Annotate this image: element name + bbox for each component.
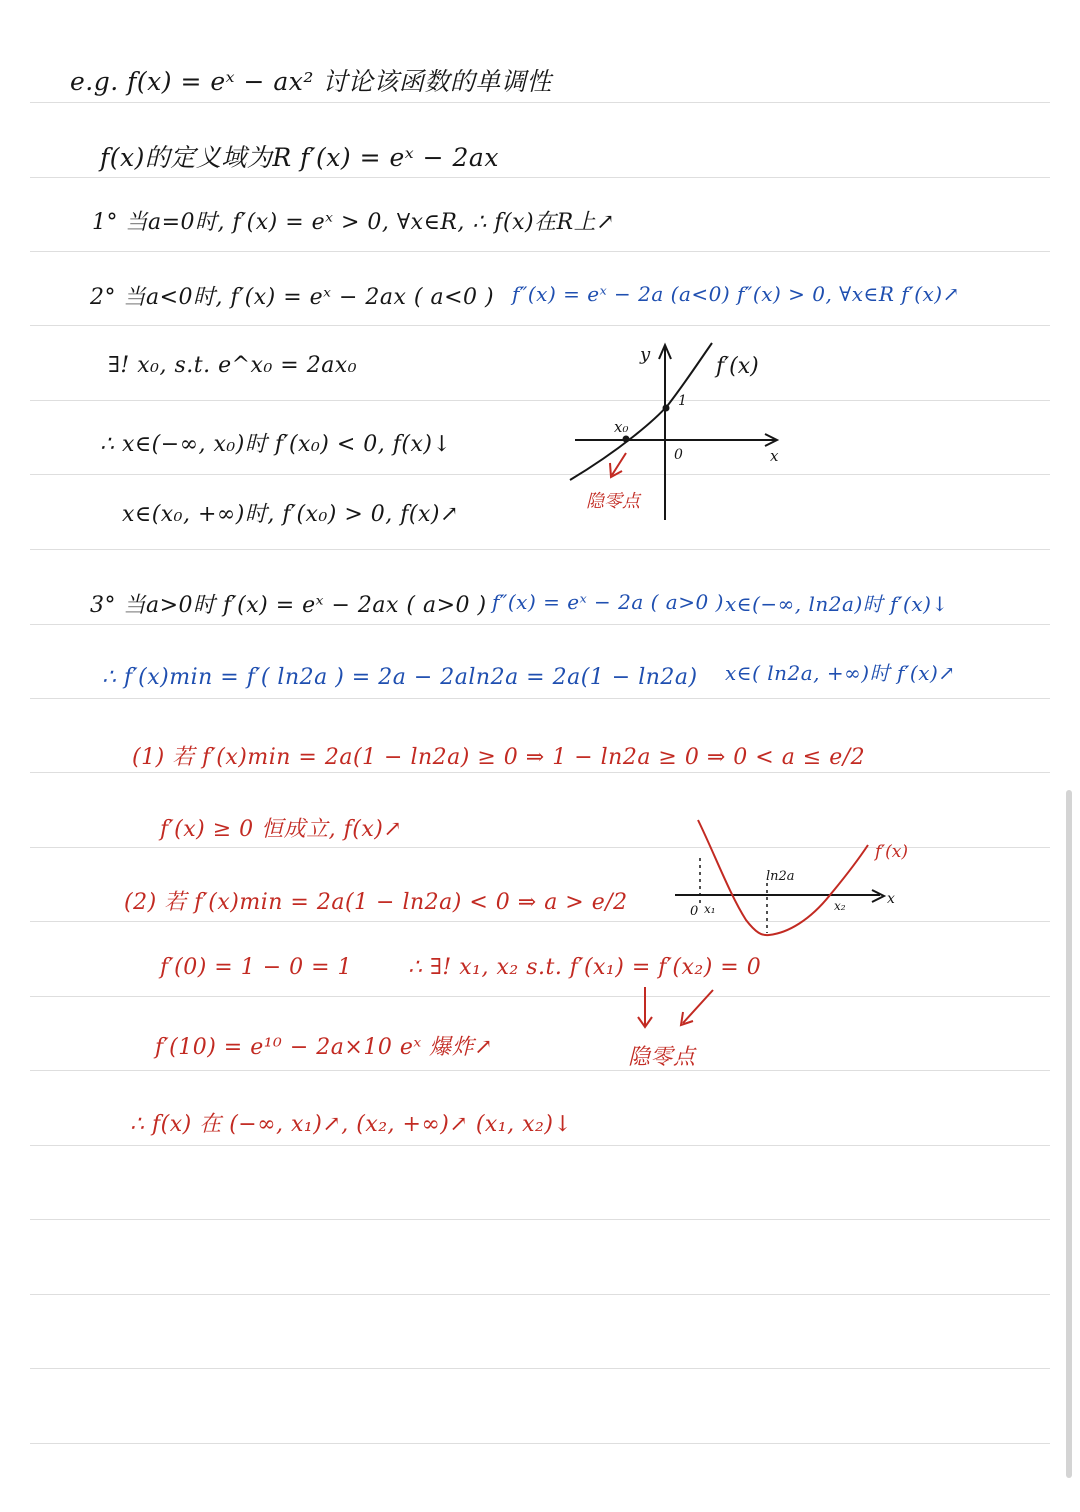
ruled-line <box>30 996 1050 997</box>
f-prime-zero-line: f′(0) = 1 − 0 = 1 <box>160 955 353 980</box>
case3-increasing-line: x∈( ln2a, +∞)时 f′(x)↗ <box>725 661 956 685</box>
graph1-red-arrow <box>610 453 626 477</box>
case2-main-line: 2° 当a<0时, f′(x) = eˣ − 2ax ( a<0 ) <box>90 285 495 310</box>
graph1-origin-label: 0 <box>674 447 683 463</box>
title-line: e.g. f(x) = eˣ − ax² 讨论该函数的单调性 <box>70 67 552 96</box>
case2-decreasing-line: ∴ x∈(−∞, x₀)时 f′(x₀) < 0, f(x)↓ <box>100 432 452 457</box>
hidden-zero-note: 隐零点 <box>628 1045 696 1070</box>
ruled-line <box>30 549 1050 550</box>
graph1-root-point <box>623 436 630 443</box>
ruled-line <box>30 102 1050 103</box>
ruled-line <box>30 1368 1050 1369</box>
case3-min-line: ∴ f′(x)min = f′( ln2a ) = 2a − 2aln2a = 2a(1 − ln2a) <box>102 665 698 690</box>
graph2-min-label: ln2a <box>766 869 795 884</box>
subcase1-result-line: f′(x) ≥ 0 恒成立, f(x)↗ <box>160 817 403 842</box>
ruled-line <box>30 251 1050 252</box>
graph2-curve-label: f′(x) <box>875 842 909 862</box>
graph1-intercept-point <box>663 405 670 412</box>
graph2-right-root-label: x₂ <box>834 899 846 913</box>
ruled-line <box>30 1443 1050 1444</box>
case2-note-line: f″(x) = eˣ − 2a (a<0) f″(x) > 0, ∀x∈R f′(x)↗ <box>512 282 960 306</box>
graph1-y-label: y <box>640 344 651 365</box>
f-prime-ten-line: f′(10) = e¹⁰ − 2a×10 eˣ 爆炸↗ <box>155 1035 494 1060</box>
ruled-line <box>30 1070 1050 1071</box>
graph-case2 <box>560 335 800 525</box>
domain-line: f(x)的定义域为R f′(x) = eˣ − 2ax <box>100 143 499 172</box>
conclusion-line: ∴ f(x) 在 (−∞, x₁)↗, (x₂, +∞)↗ (x₁, x₂)↓ <box>130 1112 573 1137</box>
case2-increasing-line: x∈(x₀, +∞)时, f′(x₀) > 0, f(x)↗ <box>122 502 459 527</box>
case1-line: 1° 当a=0时, f′(x) = eˣ > 0, ∀x∈R, ∴ f(x)在R上↗ <box>92 210 616 235</box>
ruled-line <box>30 474 1050 475</box>
subcase1-line: (1) 若 f′(x)min = 2a(1 − ln2a) ≥ 0 ⇒ 1 − ln2a ≥ 0 ⇒ 0 < a ≤ e/2 <box>132 745 866 770</box>
subcase2-line: (2) 若 f′(x)min = 2a(1 − ln2a) < 0 ⇒ a > e/2 <box>124 890 628 915</box>
ruled-line <box>30 177 1050 178</box>
ruled-line <box>30 1145 1050 1146</box>
graph1-hidden-zero-note: 隐零点 <box>586 491 640 512</box>
case3-main-line: 3° 当a>0时 f′(x) = eˣ − 2ax ( a>0 ) <box>90 593 487 618</box>
ruled-line <box>30 400 1050 401</box>
case2-exist-line: ∃! x₀, s.t. e^x₀ = 2ax₀ <box>108 353 358 378</box>
graph2-origin-label: 0 <box>690 904 699 919</box>
graph1-x-label: x <box>770 447 779 465</box>
scrollbar[interactable] <box>1066 790 1072 1478</box>
graph1-root-label: x₀ <box>614 418 629 436</box>
ruled-line <box>30 772 1050 773</box>
ruled-line <box>30 325 1050 326</box>
case3-second-derivative-line: f″(x) = eˣ − 2a ( a>0 ) <box>492 590 724 614</box>
ruled-line <box>30 624 1050 625</box>
existence-two-roots-line: ∴ ∃! x₁, x₂ s.t. f′(x₁) = f′(x₂) = 0 <box>408 955 762 980</box>
graph2-x-label: x <box>887 891 895 907</box>
ruled-line <box>30 1294 1050 1295</box>
graph2-left-root-label: x₁ <box>704 902 716 916</box>
ruled-line <box>30 1219 1050 1220</box>
graph-case3 <box>670 815 925 945</box>
graph1-intercept-label: 1 <box>678 393 687 409</box>
ruled-line <box>30 698 1050 699</box>
hidden-zero-arrows <box>625 985 725 1035</box>
graph1-curve-label: f′(x) <box>716 354 759 379</box>
case3-decreasing-line: x∈(−∞, ln2a)时 f′(x)↓ <box>725 592 949 616</box>
